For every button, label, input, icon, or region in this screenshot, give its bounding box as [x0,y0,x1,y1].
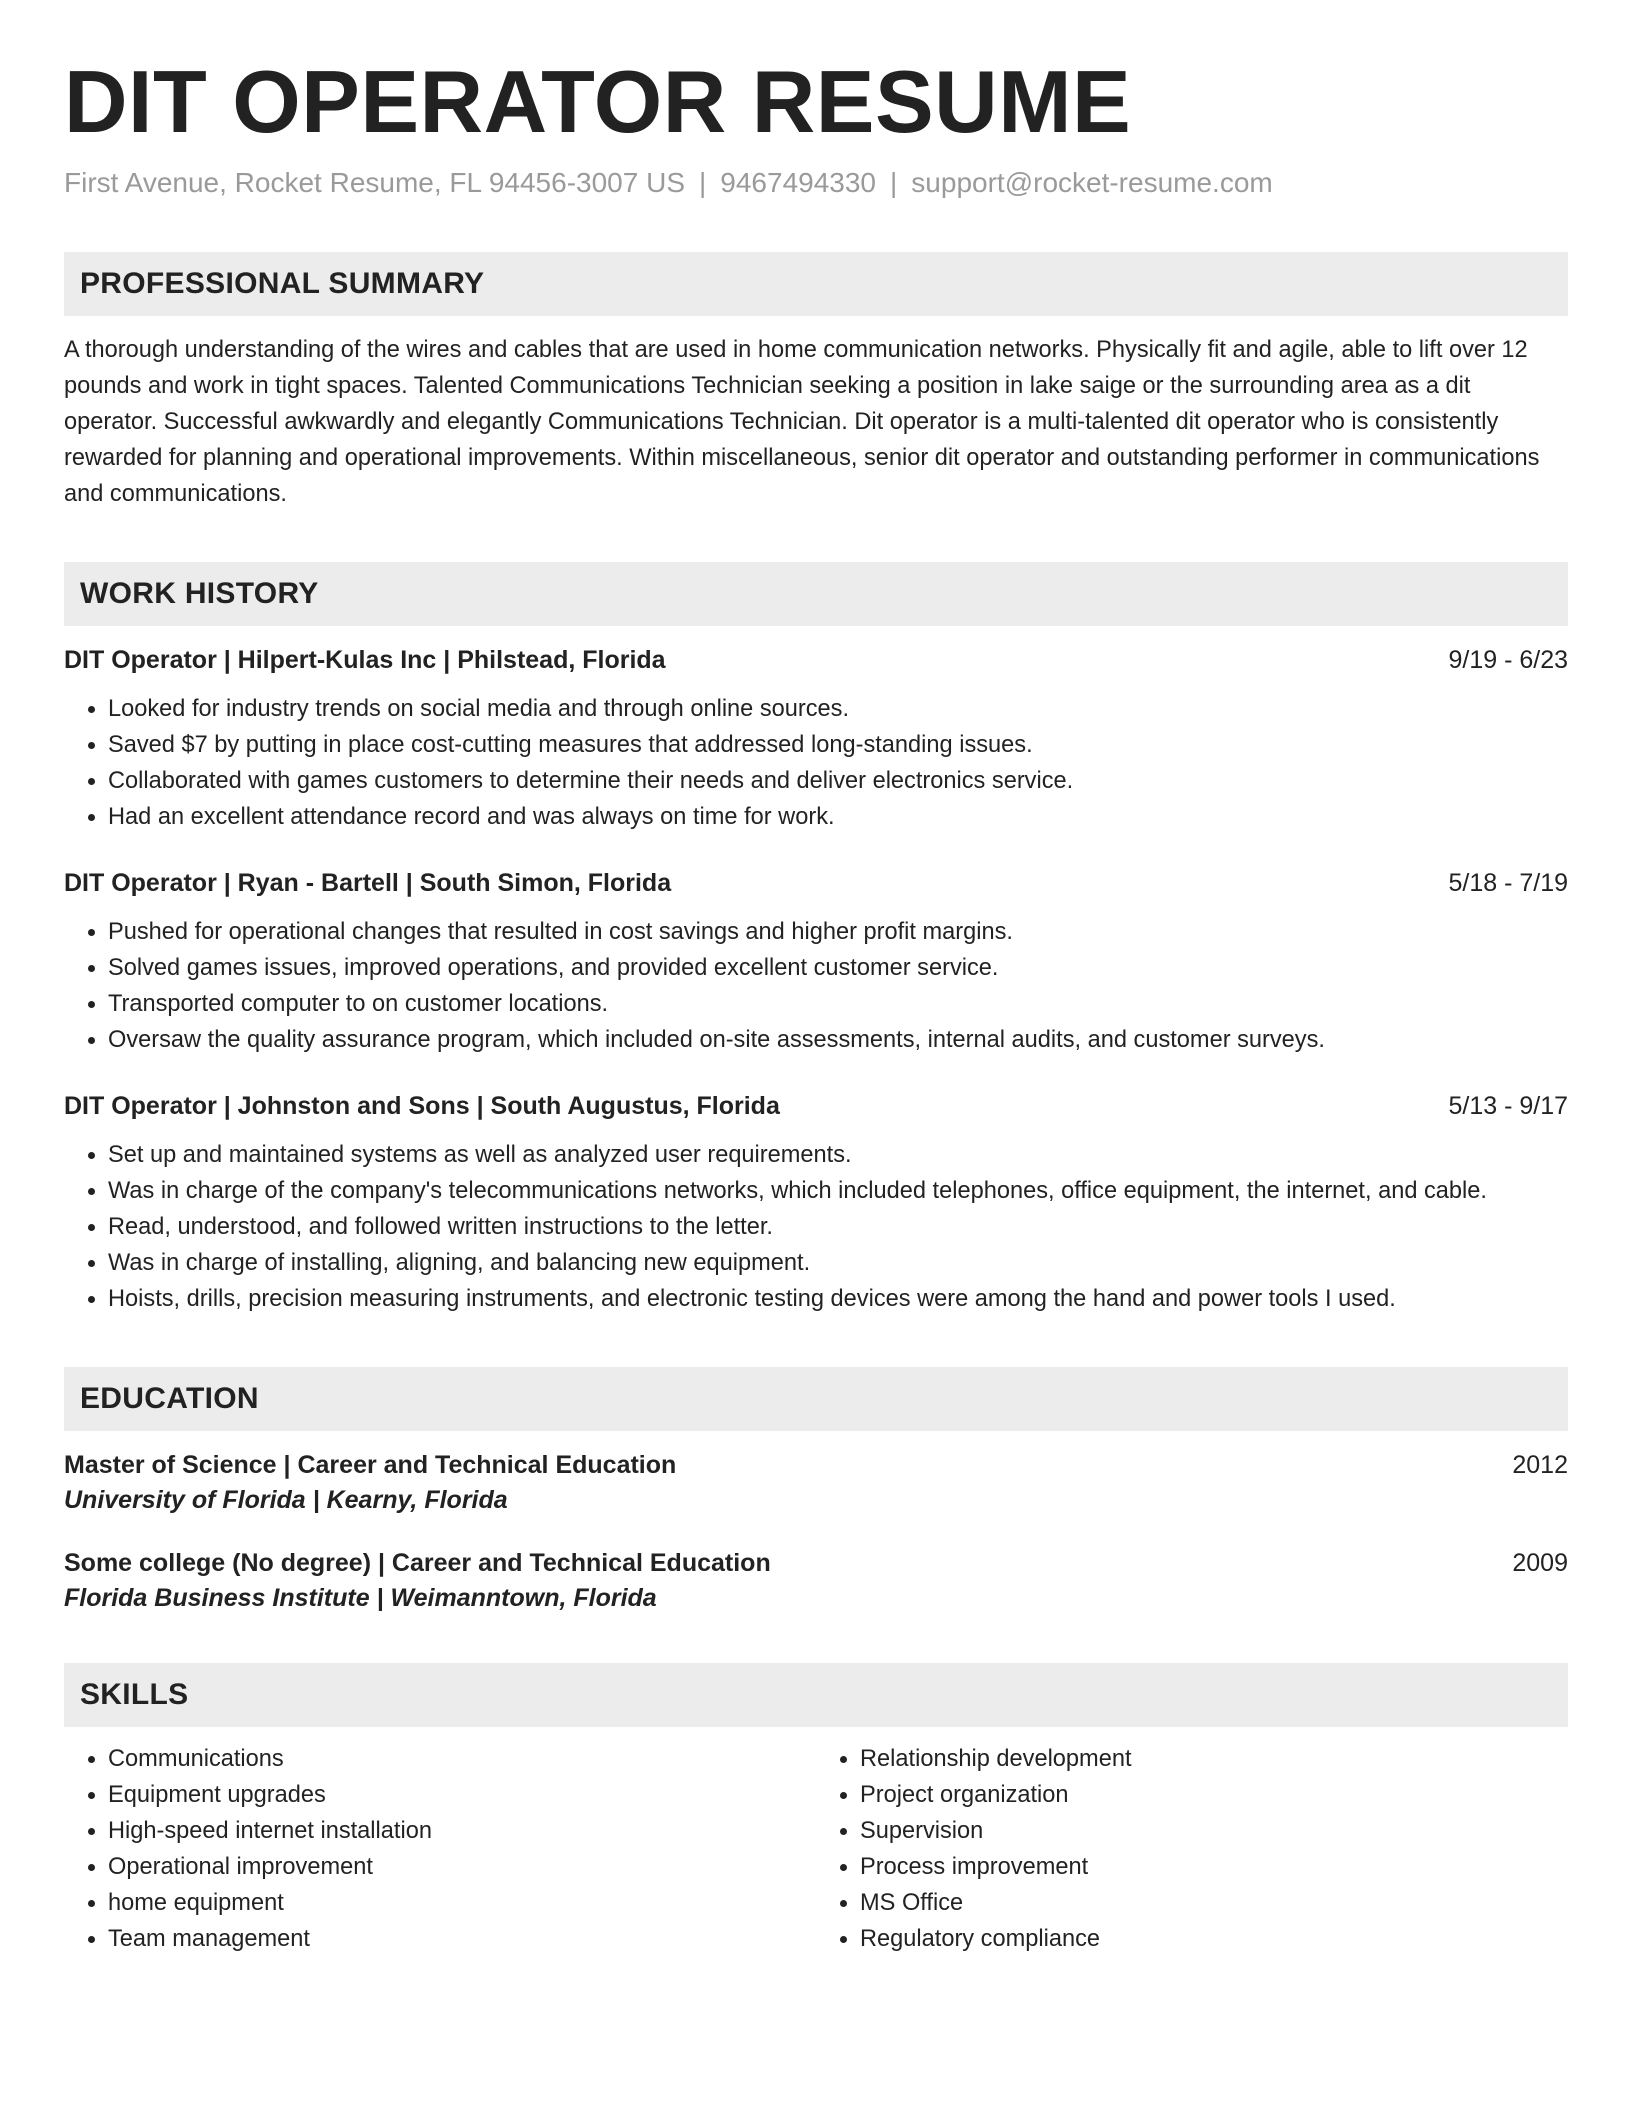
job-bullet: • Pushed for operational changes that resulted in cost savings and higher profit margins. [108,914,1568,950]
education-entry [64,1549,1568,1613]
job-bullet: • Set up and maintained systems as well as analyzed user requirements. [108,1137,1568,1173]
education-year: 2012 [1512,1450,1568,1479]
section-heading-education: EDUCATION [64,1367,1568,1431]
job-title: DIT Operator | Hilpert-Kulas Inc | Philstead, Florida [64,645,666,674]
contact-address: First Avenue, Rocket Resume, FL 94456-3007 US [64,167,685,199]
job-bullet: • Solved games issues, improved operations, and provided excellent customer service. [108,950,1568,986]
summary-text: A thorough understanding of the wires and cables that are used in home communication networks. Physically fit and agile, able to lift over 12 pounds and work in tight spaces. Talented Communications Technician seeking a position in lake saige or the surrounding area as a dit operator. Successful awkwardly and elegantly Communications Technician. Dit operator is a multi-talented dit operator who is consistently rewarded for planning and operational improvements. Within miscellaneous, senior dit operator and outstanding performer in communications and communications. [64,336,1540,507]
skill-item: • Process improvement [860,1849,1568,1885]
job-bullet: • Was in charge of the company's telecommunications networks, which included telephones, office equipment, the internet, and cable. [108,1173,1568,1209]
education-school: Florida Business Institute | Weimanntown, Florida [64,1583,657,1612]
job-dates: 9/19 - 6/23 [1448,645,1568,674]
skill-item: • MS Office [860,1885,1568,1921]
skill-item: • Regulatory compliance [860,1921,1568,1957]
education-entry [64,1451,1568,1515]
skill-item: • Operational improvement [108,1849,816,1885]
job-bullet: • Saved $7 by putting in place cost-cutting measures that addressed long-standing issues. [108,727,1568,763]
education-degree: Master of Science | Career and Technical Education [64,1450,677,1479]
job-bullets [64,914,1568,1058]
skill-item: • Communications [108,1741,816,1777]
education-year: 2009 [1512,1548,1568,1577]
section-heading-summary: PROFESSIONAL SUMMARY [64,252,1568,316]
job-title: DIT Operator | Johnston and Sons | South Augustus, Florida [64,1091,780,1120]
job-bullet: • Was in charge of installing, aligning, and balancing new equipment. [108,1245,1568,1281]
skills-column-right [816,1741,1568,1957]
education-degree: Some college (No degree) | Career and Technical Education [64,1548,771,1577]
skill-item: • Supervision [860,1813,1568,1849]
skill-item: • High-speed internet installation [108,1813,816,1849]
job-bullet: • Had an excellent attendance record and was always on time for work. [108,799,1568,835]
job-dates: 5/13 - 9/17 [1448,1091,1568,1120]
section-heading-skills: SKILLS [64,1663,1568,1727]
contact-separator: | [699,167,707,199]
skill-item: • Team management [108,1921,816,1957]
contact-phone: 9467494330 [720,167,877,199]
skills-list [64,1741,1568,1957]
job-title: DIT Operator | Ryan - Bartell | South Simon, Florida [64,868,672,897]
job-entry [64,869,1568,1058]
job-bullets [64,691,1568,835]
job-bullets [64,1137,1568,1317]
job-bullet: • Hoists, drills, precision measuring instruments, and electronic testing devices were among the hand and power tools I used. [108,1281,1568,1317]
job-dates: 5/18 - 7/19 [1448,868,1568,897]
resume-title: DIT OPERATOR RESUME [64,52,1132,151]
contact-email: support@rocket-resume.com [911,167,1273,199]
job-entry [64,646,1568,835]
job-bullet: • Collaborated with games customers to determine their needs and deliver electronics service. [108,763,1568,799]
contact-separator: | [890,167,898,199]
job-bullet: • Looked for industry trends on social media and through online sources. [108,691,1568,727]
job-bullet: • Oversaw the quality assurance program, which included on-site assessments, internal audits, and customer surveys. [108,1022,1568,1058]
job-bullet: • Read, understood, and followed written instructions to the letter. [108,1209,1568,1245]
job-entry [64,1092,1568,1317]
education-school: University of Florida | Kearny, Florida [64,1485,508,1514]
skills-column-left [64,1741,816,1957]
skill-item: • home equipment [108,1885,816,1921]
skill-item: • Equipment upgrades [108,1777,816,1813]
job-bullet: • Transported computer to on customer locations. [108,986,1568,1022]
section-heading-work-history: WORK HISTORY [64,562,1568,626]
skill-item: • Relationship development [860,1741,1568,1777]
contact-line [64,166,1568,200]
skill-item: • Project organization [860,1777,1568,1813]
